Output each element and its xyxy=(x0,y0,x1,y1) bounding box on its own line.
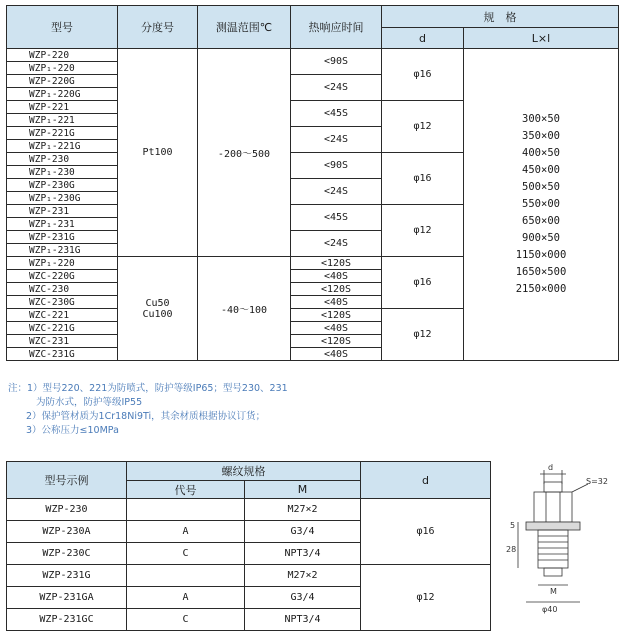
example-model: WZP-231GC xyxy=(7,609,127,631)
model-cell: WZP₁-231 xyxy=(7,218,118,231)
example-d: φ12 xyxy=(361,565,491,631)
hex-nut xyxy=(534,492,572,522)
model-cell: WZP₁-220 xyxy=(7,257,118,270)
model-cell: WZP₁-221G xyxy=(7,140,118,153)
index-cu50: Cu50 xyxy=(145,297,170,309)
model-cell: WZC-231 xyxy=(7,335,118,348)
model-cell: WZP-221 xyxy=(7,101,118,114)
response-cell: <24S xyxy=(291,179,382,205)
s-label: S=32 xyxy=(586,477,608,486)
header-lx: L×l xyxy=(464,28,619,49)
index-pt: Pt100 xyxy=(118,49,198,257)
response-cell: <90S xyxy=(291,153,382,179)
model-cell: WZP-221G xyxy=(7,127,118,140)
example-code xyxy=(127,499,245,521)
example-d: φ16 xyxy=(361,499,491,565)
model-cell: WZP₁-230 xyxy=(7,166,118,179)
lx-value: 650×00 xyxy=(522,215,560,227)
response-cell: <120S xyxy=(291,335,382,348)
fitting-drawing xyxy=(496,460,616,620)
header-response: 热响应时间 xyxy=(291,6,382,49)
lx-value: 350×00 xyxy=(522,130,560,142)
dim-28: 28 xyxy=(506,545,517,554)
example-code: A xyxy=(127,587,245,609)
model-cell: WZP-230G xyxy=(7,179,118,192)
response-cell: <24S xyxy=(291,75,382,101)
response-cell: <40S xyxy=(291,296,382,309)
lx-value: 2150×000 xyxy=(515,283,567,295)
example-model: WZP-230A xyxy=(7,521,127,543)
model-cell: WZP-231G xyxy=(7,231,118,244)
model-cell: WZC-221 xyxy=(7,309,118,322)
note-1: 注：1）型号220、221为防喷式，防护等级IP65；型号230、231 xyxy=(8,383,288,394)
washer xyxy=(526,522,580,530)
m-label: M xyxy=(550,587,557,596)
example-m: G3/4 xyxy=(245,521,361,543)
response-cell: <120S xyxy=(291,309,382,322)
range-cu: -40～100 xyxy=(198,257,291,361)
lx-value: 900×50 xyxy=(522,232,560,244)
note-2: 2）保护管材质为1Cr18Ni9Ti，其余材质根据协议订货； xyxy=(26,411,266,422)
response-cell: <40S xyxy=(291,322,382,335)
header-code: 代号 xyxy=(127,481,245,499)
lx-value: 500×50 xyxy=(522,181,560,193)
lx-value: 550×00 xyxy=(522,198,560,210)
response-cell: <24S xyxy=(291,127,382,153)
lx-value: 300×50 xyxy=(522,113,560,125)
thread-table xyxy=(6,461,491,631)
lx-cell xyxy=(464,49,619,361)
header-d2: d xyxy=(361,462,491,499)
response-cell: <120S xyxy=(291,283,382,296)
lx-value: 450×00 xyxy=(522,164,560,176)
note-3: 3）公称压力≤10MPa xyxy=(26,425,119,436)
header-thread: 螺纹规格 xyxy=(127,462,361,481)
example-m: G3/4 xyxy=(245,587,361,609)
response-cell: <40S xyxy=(291,348,382,361)
example-model: WZP-230 xyxy=(7,499,127,521)
model-cell: WZP-220G xyxy=(7,75,118,88)
header-spec: 规 格 xyxy=(382,6,619,28)
example-model: WZP-230C xyxy=(7,543,127,565)
example-code: C xyxy=(127,543,245,565)
index-cu xyxy=(118,257,198,361)
response-cell: <45S xyxy=(291,205,382,231)
model-cell: WZP-230 xyxy=(7,153,118,166)
model-cell: WZC-231G xyxy=(7,348,118,361)
response-cell: <45S xyxy=(291,101,382,127)
d-cell: φ16 xyxy=(382,153,464,205)
d-label: d xyxy=(548,463,554,472)
model-cell: WZP₁-220 xyxy=(7,62,118,75)
header-index: 分度号 xyxy=(118,6,198,49)
model-cell: WZC-221G xyxy=(7,322,118,335)
d-cell: φ12 xyxy=(382,309,464,361)
model-cell: WZP₁-220G xyxy=(7,88,118,101)
example-m: M27×2 xyxy=(245,499,361,521)
probe-bottom xyxy=(544,568,562,576)
phi40-label: φ40 xyxy=(542,605,558,614)
model-cell: WZP₁-221 xyxy=(7,114,118,127)
model-cell: WZC-230G xyxy=(7,296,118,309)
model-cell: WZP₁-230G xyxy=(7,192,118,205)
example-model: WZP-231G xyxy=(7,565,127,587)
lx-value: 1650×500 xyxy=(515,266,567,278)
spec-table xyxy=(6,5,619,361)
probe-top xyxy=(544,482,562,492)
model-cell: WZP-231 xyxy=(7,205,118,218)
example-m: NPT3/4 xyxy=(245,543,361,565)
response-cell: <90S xyxy=(291,49,382,75)
model-cell: WZP₁-231G xyxy=(7,244,118,257)
d-cell: φ16 xyxy=(382,257,464,309)
example-model: WZP-231GA xyxy=(7,587,127,609)
model-cell: WZC-230 xyxy=(7,283,118,296)
model-cell: WZC-220G xyxy=(7,270,118,283)
example-code: A xyxy=(127,521,245,543)
index-cu100: Cu100 xyxy=(142,308,173,320)
header-m: M xyxy=(245,481,361,499)
lx-value: 1150×000 xyxy=(515,249,567,261)
response-cell: <40S xyxy=(291,270,382,283)
example-code xyxy=(127,565,245,587)
example-code: C xyxy=(127,609,245,631)
header-range: 测温范围℃ xyxy=(198,6,291,49)
d-cell: φ16 xyxy=(382,49,464,101)
response-cell: <120S xyxy=(291,257,382,270)
header-model-example: 型号示例 xyxy=(7,462,127,499)
example-m: NPT3/4 xyxy=(245,609,361,631)
note-1-cont: 为防水式，防护等级IP55 xyxy=(36,397,143,408)
d-cell: φ12 xyxy=(382,205,464,257)
header-model: 型号 xyxy=(7,6,118,49)
notes xyxy=(8,382,288,438)
lx-value: 400×50 xyxy=(522,147,560,159)
header-d: d xyxy=(382,28,464,49)
response-cell: <24S xyxy=(291,231,382,257)
example-m: M27×2 xyxy=(245,565,361,587)
model-cell: WZP-220 xyxy=(7,49,118,62)
d-cell: φ12 xyxy=(382,101,464,153)
dim-5: 5 xyxy=(510,521,516,530)
range-pt: -200～500 xyxy=(198,49,291,257)
